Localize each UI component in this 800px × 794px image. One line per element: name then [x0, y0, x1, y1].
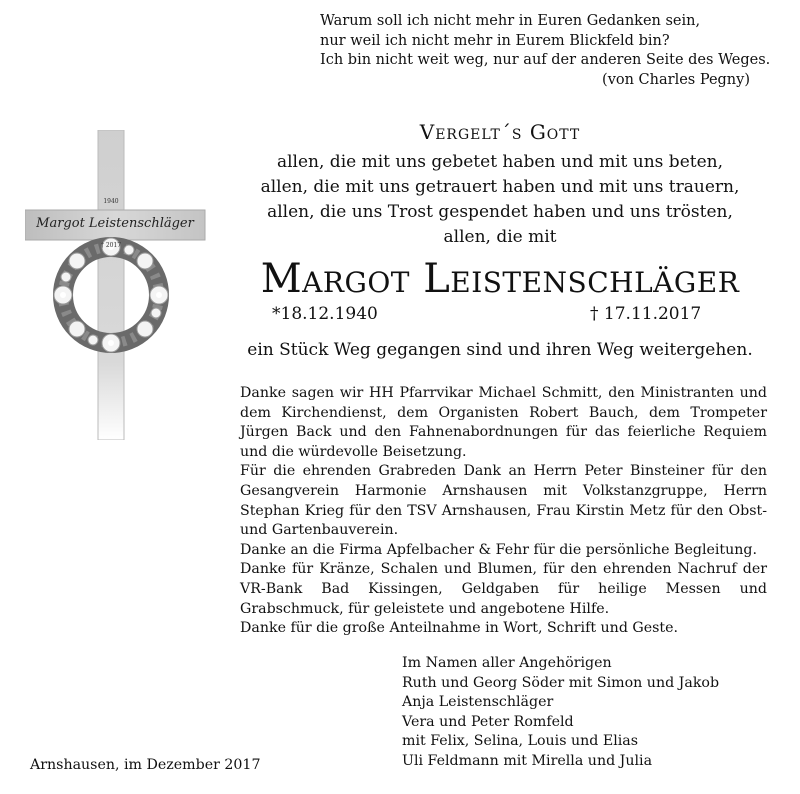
cross-post	[98, 130, 124, 440]
thanks-line: allen, die mit uns getrauert haben und mit uns trauern,	[260, 177, 740, 197]
deceased-name: Margot Leistenschläger	[260, 256, 740, 302]
cross-year-bottom: † 2017	[100, 242, 122, 249]
cross-with-wreath	[25, 130, 215, 440]
family-line: Vera und Peter Romfeld	[402, 713, 574, 730]
cross-illustration	[25, 130, 215, 440]
paragraph: Danke für Kränze, Schalen und Blumen, für den ehrenden Nachruf der VR-Bank Bad Kissingen, Geldgaben für heilige Messen und Grabschmuck, für geleistete und angebotene Hilfe.	[240, 561, 767, 617]
family-line: Uli Feldmann mit Mirella und Julia	[402, 752, 653, 769]
family-line: mit Felix, Selina, Louis und Elias	[402, 733, 639, 750]
cross-name-plate: Margot Leistenschläger	[36, 216, 194, 231]
quote-attribution: (von Charles Pegny)	[602, 71, 750, 88]
way-line: ein Stück Weg gegangen sind und ihren Weg weitergehen.	[247, 340, 753, 360]
birth-date: *18.12.1940	[272, 304, 378, 324]
cross-year-top: 1940	[103, 198, 119, 205]
thanks-line: allen, die mit uns gebetet haben und mit uns beten,	[276, 152, 723, 172]
thanks-lines	[230, 150, 770, 250]
death-date: † 17.11.2017	[590, 304, 702, 324]
thanks-body	[240, 384, 767, 639]
family-signature	[402, 654, 719, 772]
quote-line: nur weil ich nicht mehr in Eurem Blickfeld bin?	[320, 32, 670, 49]
family-line: Ruth und Georg Söder mit Simon und Jakob	[402, 674, 720, 691]
quote-line: Warum soll ich nicht mehr in Euren Gedanken sein,	[320, 13, 701, 29]
paragraph: Danke sagen wir HH Pfarrvikar Michael Schmitt, den Ministranten und dem Kirchendienst, dem Organisten Robert Bauch, dem Trompeter Jürgen Back und den Fahnenabordnungen für das feierliche Requiem und die würdevolle Beisetzung.	[240, 385, 767, 460]
thanks-title: Vergelt´s Gott	[419, 120, 581, 144]
place-date: Arnshausen, im Dezember 2017	[30, 757, 261, 773]
paragraph: Für die ehrenden Grabreden Dank an Herrn Peter Binsteiner für den Gesangverein Harmonie Arnshausen mit Volkstanzgruppe, Herrn Stephan Krieg für den TSV Arnshausen, Frau Kirstin Metz für den Obst- und Gartenbauverein.	[240, 463, 767, 539]
paragraph: Danke an die Firma Apfelbacher & Fehr für die persönliche Begleitung.	[240, 541, 757, 558]
thanks-line: allen, die uns Trost gespendet haben und uns trösten,	[267, 202, 733, 222]
family-line: Im Namen aller Angehörigen	[402, 655, 612, 671]
quote-block	[320, 12, 771, 90]
paragraph: Danke für die große Anteilnahme in Wort, Schrift und Geste.	[240, 620, 679, 637]
family-line: Anja Leistenschläger	[402, 694, 554, 711]
thanks-line: allen, die mit	[443, 227, 557, 247]
quote-line: Ich bin nicht weit weg, nur auf der anderen Seite des Weges.	[320, 52, 771, 68]
